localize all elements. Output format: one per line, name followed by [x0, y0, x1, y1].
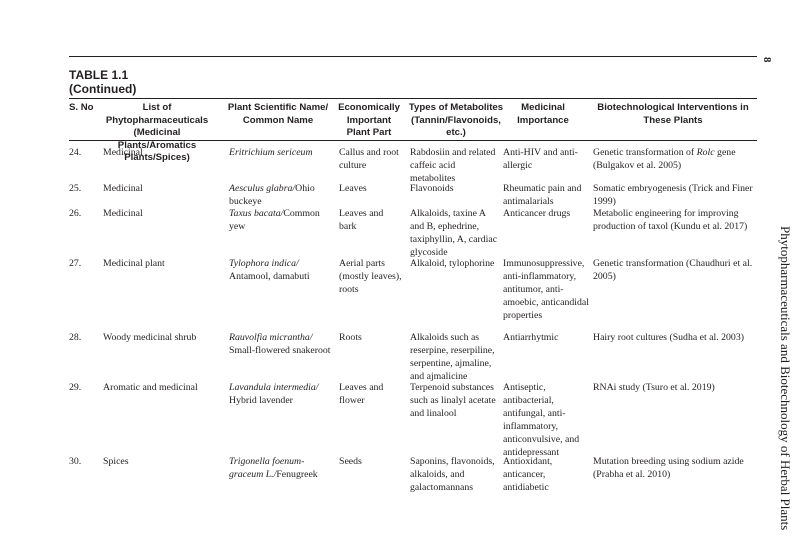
row-biotech: Mutation breeding using sodium azide (Prabha et al. 2010) [593, 456, 744, 480]
row-metabolites: Flavonoids [410, 183, 454, 194]
row-biotech: Somatic embryogenesis (Trick and Finer 1999) [593, 183, 753, 207]
row-plant-part: Leaves [339, 183, 367, 194]
row-metabolites: Rabdosiin and related caffeic acid metabolites [410, 147, 496, 184]
row-biotech: Hairy root cultures (Sudha et al. 2003) [593, 332, 744, 343]
row-metabolites: Alkaloids, taxine A and B, ephedrine, taxiphyllin, A, cardiac glycoside [410, 208, 498, 258]
row-importance: Anticancer drugs [503, 208, 571, 219]
row-plant-part: Seeds [339, 456, 362, 467]
row-importance: Antiarrhytmic [503, 332, 559, 343]
header-plant-part: Economically Important Plant Part [338, 102, 400, 138]
row-sno: 27. [69, 258, 82, 269]
row-scientific-name: Eritrichium sericeum [229, 147, 313, 158]
row-metabolites: Alkaloids such as reserpine, reserpiline, serpentine, ajmaline, and ajmalicine [410, 332, 495, 382]
row-sno: 29. [69, 382, 82, 393]
header-importance: Medicinal Importance [517, 102, 569, 126]
row-plant-type: Medicinal plant [103, 258, 165, 269]
row-plant-part: Aerial parts (mostly leaves), roots [339, 258, 402, 295]
header-bottom-rule [69, 140, 757, 141]
row-importance: Anti-HIV and anti-allergic [503, 147, 578, 171]
row-plant-part: Leaves and bark [339, 208, 384, 232]
row-sno: 26. [69, 208, 82, 219]
header-list: List of Phytopharmaceuticals (Medicinal Plants/Aromatics Plants/Spices) [105, 102, 209, 163]
row-plant-part: Callus and root culture [339, 147, 399, 171]
row-biotech: Genetic transformation of Rolc gene (Bulgakov et al. 2005) [593, 147, 736, 171]
table-title [69, 68, 136, 96]
row-biotech: Genetic transformation (Chaudhuri et al. 2005) [593, 258, 753, 282]
row-plant-type: Medicinal [103, 183, 143, 194]
row-metabolites: Alkaloid, tylophorine [410, 258, 495, 269]
row-sno: 30. [69, 456, 82, 467]
header-top-rule [69, 98, 757, 99]
row-plant-type: Medicinal [103, 147, 143, 158]
top-rule [69, 56, 757, 57]
row-plant-type: Medicinal [103, 208, 143, 219]
row-plant-part: Roots [339, 332, 362, 343]
row-sno: 25. [69, 183, 82, 194]
row-scientific-name: Tylophora indica/ Antamool, damabuti [229, 258, 310, 282]
row-plant-type: Aromatic and medicinal [103, 382, 198, 393]
row-scientific-name: Rauvolfia micrantha/ Small-flowered snakeroot [229, 332, 331, 356]
header-scientific-name: Plant Scientific Name/ Common Name [227, 102, 329, 126]
row-importance: Immunosuppressive, anti-inflammatory, antitumor, anti-amoebic, anticandidal properties [503, 258, 589, 321]
row-biotech: RNAi study (Tsuro et al. 2019) [593, 382, 715, 393]
row-scientific-name: Taxus bacata/Common yew [229, 208, 320, 232]
running-head: Phytopharmaceuticals and Biotechnology of Herbal Plants [778, 226, 793, 531]
header-sno: S. No [69, 102, 94, 113]
row-importance: Antiseptic, antibacterial, antifungal, anti-inflammatory, anticonvulsive, and antidepressant [503, 382, 580, 458]
header-biotech: Biotechnological Interventions in These Plants [597, 102, 749, 126]
table-continued: (Continued) [69, 82, 137, 96]
row-plant-type: Woody medicinal shrub [103, 332, 197, 343]
row-importance: Rheumatic pain and antimalarials [503, 183, 582, 207]
row-sno: 28. [69, 332, 82, 343]
row-scientific-name: Aesculus glabra/Ohio buckeye [229, 183, 315, 207]
row-scientific-name: Trigonella foenum-graceum L./Fenugreek [229, 456, 318, 480]
row-importance: Antioxidant, anticancer, antidiabetic [503, 456, 553, 493]
row-metabolites: Terpenoid substances such as linalyl acetate and linalool [410, 382, 496, 419]
page-number: 8 [761, 57, 773, 63]
table-label: TABLE 1.1 [69, 68, 129, 82]
row-scientific-name: Lavandula intermedia/ Hybrid lavender [229, 382, 319, 406]
row-plant-part: Leaves and flower [339, 382, 384, 406]
row-plant-type: Spices [103, 456, 129, 467]
row-sno: 24. [69, 147, 82, 158]
row-biotech: Metabolic engineering for improving production of taxol (Kundu et al. 2017) [593, 208, 748, 232]
row-metabolites: Saponins, flavonoids, alkaloids, and galactomannans [410, 456, 495, 493]
header-metabolites: Types of Metabolites (Tannin/Flavonoids, etc.) [408, 102, 504, 138]
